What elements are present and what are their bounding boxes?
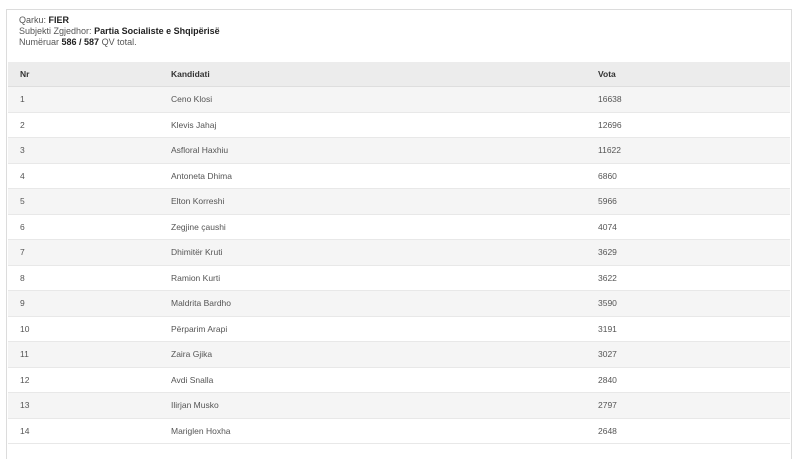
table-row bbox=[8, 419, 790, 445]
row-votes: 3027 bbox=[598, 349, 617, 360]
table-body bbox=[8, 87, 790, 444]
row-votes: 4074 bbox=[598, 221, 617, 232]
table-row bbox=[8, 215, 790, 241]
row-nr: 6 bbox=[20, 221, 25, 232]
row-nr: 11 bbox=[20, 349, 29, 360]
row-nr: 5 bbox=[20, 196, 25, 207]
row-candidate: Asfloral Haxhiu bbox=[171, 145, 229, 156]
counted-suffix: QV total. bbox=[101, 37, 137, 47]
row-candidate: Klevis Jahaj bbox=[171, 119, 217, 130]
row-nr: 13 bbox=[20, 400, 30, 411]
county-line bbox=[19, 15, 791, 26]
row-nr: 7 bbox=[20, 247, 25, 258]
table-row bbox=[8, 342, 790, 368]
table-row bbox=[8, 164, 790, 190]
row-candidate: Ceno Klosi bbox=[171, 94, 213, 105]
counted-value: 586 / 587 bbox=[61, 37, 100, 47]
row-nr: 12 bbox=[20, 374, 30, 385]
row-candidate: Përparim Arapi bbox=[171, 323, 228, 334]
table-row bbox=[8, 189, 790, 215]
row-candidate: Ramion Kurti bbox=[171, 272, 221, 283]
header-candidate[interactable]: Kandidati bbox=[171, 69, 210, 79]
header-votes[interactable]: Vota bbox=[598, 69, 616, 79]
row-votes: 3622 bbox=[598, 272, 617, 283]
row-candidate: Dhimitër Kruti bbox=[171, 247, 223, 258]
row-votes: 3191 bbox=[598, 323, 617, 334]
row-candidate: Ilirjan Musko bbox=[171, 400, 219, 411]
row-nr: 1 bbox=[20, 94, 25, 105]
counted-label: Numëruar bbox=[19, 37, 60, 47]
table-row bbox=[8, 266, 790, 292]
row-nr: 14 bbox=[20, 425, 30, 436]
row-candidate: Mariglen Hoxha bbox=[171, 425, 231, 436]
table-row bbox=[8, 317, 790, 343]
header-nr[interactable]: Nr bbox=[20, 69, 30, 79]
party-value: Partia Socialiste e Shqipërisë bbox=[94, 26, 220, 36]
table-row bbox=[8, 87, 790, 113]
row-votes: 6860 bbox=[598, 170, 617, 181]
table-row bbox=[8, 240, 790, 266]
row-votes: 3590 bbox=[598, 298, 617, 309]
row-votes: 2797 bbox=[598, 400, 617, 411]
table-row bbox=[8, 113, 790, 139]
county-label: Qarku: bbox=[19, 15, 47, 25]
row-votes: 12696 bbox=[598, 119, 622, 130]
party-line bbox=[19, 26, 791, 37]
row-candidate: Antoneta Dhima bbox=[171, 170, 232, 181]
table-row bbox=[8, 393, 790, 419]
row-candidate: Zaira Gjika bbox=[171, 349, 213, 360]
row-votes: 2840 bbox=[598, 374, 617, 385]
summary-info bbox=[7, 10, 791, 48]
row-votes: 5966 bbox=[598, 196, 617, 207]
row-nr: 2 bbox=[20, 119, 25, 130]
row-votes: 11622 bbox=[598, 145, 622, 156]
table-row bbox=[8, 368, 790, 394]
row-nr: 8 bbox=[20, 272, 25, 283]
row-votes: 2648 bbox=[598, 425, 617, 436]
row-candidate: Avdi Snalla bbox=[171, 374, 214, 385]
results-table bbox=[8, 62, 790, 444]
party-label: Subjekti Zgjedhor: bbox=[19, 26, 92, 36]
row-candidate: Zegjine çaushi bbox=[171, 221, 226, 232]
row-votes: 3629 bbox=[598, 247, 617, 258]
results-panel bbox=[6, 9, 792, 459]
row-candidate: Elton Korreshi bbox=[171, 196, 225, 207]
row-nr: 3 bbox=[20, 145, 25, 156]
table-header bbox=[8, 62, 790, 87]
row-nr: 9 bbox=[20, 298, 25, 309]
row-nr: 4 bbox=[20, 170, 25, 181]
table-row bbox=[8, 138, 790, 164]
county-value: FIER bbox=[48, 15, 70, 25]
row-votes: 16638 bbox=[598, 94, 622, 105]
row-candidate: Maldrita Bardho bbox=[171, 298, 232, 309]
table-row bbox=[8, 291, 790, 317]
counted-line bbox=[19, 37, 791, 48]
row-nr: 10 bbox=[20, 323, 30, 334]
